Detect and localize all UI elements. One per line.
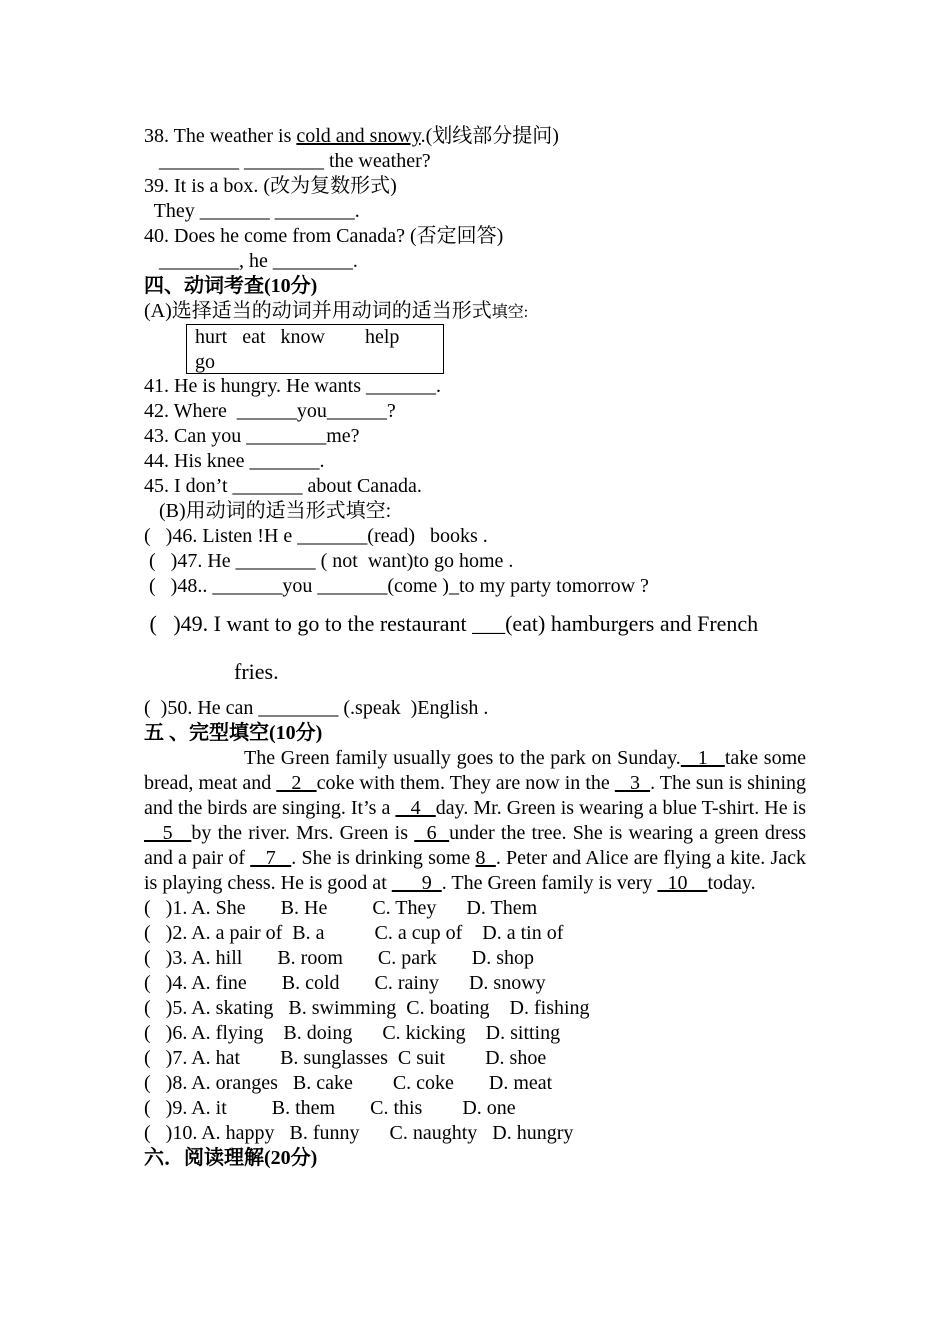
cloze-blank: 1 — [680, 747, 725, 769]
option-row: ( )10. A. happy B. funny C. naughty D. hungry — [144, 1122, 574, 1144]
answer-38: ________ ________ the weather? — [144, 150, 431, 172]
word-box-row: hurt eat know help — [195, 326, 400, 348]
option-row: ( )5. A. skating B. swimming C. boating D. fishing — [144, 997, 590, 1019]
passage-text: coke with them. They are now in the — [316, 772, 615, 794]
passage-text: take some bread, meat and — [144, 747, 807, 794]
question-42: 42. Where ______you______? — [144, 400, 396, 422]
section-4-title: 四、动词考查(10分) — [144, 275, 318, 297]
passage-text: under the tree. She is wearing a green dress and a pair of — [144, 822, 807, 869]
passage-text: . The Green family is very — [441, 872, 658, 894]
question-40: 40. Does he come from Canada? (否定回答) — [144, 225, 504, 247]
question-41: 41. He is hungry. He wants _______. — [144, 375, 442, 397]
word-box-row: go — [195, 351, 215, 373]
question-44: 44. His knee _______. — [144, 450, 325, 472]
option-row: ( )3. A. hill B. room C. park D. shop — [144, 947, 534, 969]
passage-text: The Green family usually goes to the park on Sunday. — [244, 747, 681, 769]
passage-text: by the river. Mrs. Green is — [191, 822, 415, 844]
option-row: ( )1. A. She B. He C. They D. Them — [144, 897, 538, 919]
underlined-phrase: cold and snowy — [296, 125, 421, 147]
option-row: ( )8. A. oranges B. cake C. coke D. meat — [144, 1072, 553, 1094]
cloze-blank: 10 — [657, 872, 708, 894]
option-row: ( )7. A. hat B. sunglasses C suit D. shoe — [144, 1047, 547, 1069]
section-4-part-b: (B)用动词的适当形式填空: — [144, 500, 392, 522]
cloze-blank: 4 — [395, 797, 436, 819]
passage-text: . She is drinking some — [291, 847, 476, 869]
passage-text: . The sun is shining and the birds are singing. It’s a — [144, 772, 806, 819]
cloze-blank: 3 — [614, 772, 651, 794]
cloze-blank: 9 — [391, 872, 442, 894]
cloze-passage — [144, 746, 806, 896]
section-5-title: 五 、完型填空(10分) — [144, 722, 323, 744]
passage-text: day. Mr. Green is wearing a blue T-shirt. He is — [435, 797, 806, 819]
passage-text: . Peter and Alice are flying a kite. Jack is playing chess. He is good at — [144, 847, 806, 894]
question-49-continued: fries. — [234, 659, 279, 684]
worksheet — [144, 124, 806, 1171]
word-box — [186, 324, 444, 374]
question-46: ( )46. Listen !H e _______(read) books . — [144, 525, 488, 547]
question-47: ( )47. He ________ ( not want)to go home . — [144, 550, 514, 572]
cloze-blank: 7 — [250, 847, 292, 869]
answer-40: ________, he ________. — [144, 250, 358, 272]
question-43: 43. Can you ________me? — [144, 425, 360, 447]
passage-text: today. — [707, 872, 756, 894]
cloze-blank: 2 — [276, 772, 317, 794]
question-48: ( )48.. _______you _______(come )_to my party tomorrow ? — [144, 575, 649, 597]
cloze-options — [144, 896, 806, 1146]
section-6-title: 六．阅读理解(20分) — [144, 1147, 318, 1169]
question-50: ( )50. He can ________ (.speak )English . — [144, 697, 489, 719]
cloze-blank: 8 — [475, 847, 496, 869]
option-row: ( )4. A. fine B. cold C. rainy D. snowy — [144, 972, 546, 994]
question-39: 39. It is a box. (改为复数形式) — [144, 175, 397, 197]
question-45: 45. I don’t _______ about Canada. — [144, 475, 422, 497]
question-38: 38. The weather is cold and snowy.(划线部分提问) — [144, 125, 559, 147]
option-row: ( )2. A. a pair of B. a C. a cup of D. a tin of — [144, 922, 564, 944]
option-row: ( )6. A. flying B. doing C. kicking D. sitting — [144, 1022, 561, 1044]
answer-39: They _______ ________. — [144, 200, 360, 222]
cloze-blank: 6 — [414, 822, 450, 844]
option-row: ( )9. A. it B. them C. this D. one — [144, 1097, 516, 1119]
question-49: ( )49. I want to go to the restaurant ___(eat) hamburgers and French — [144, 611, 759, 636]
cloze-blank: 5 — [144, 822, 192, 844]
section-4-part-a: (A)选择适当的动词并用动词的适当形式填空: — [144, 300, 529, 322]
